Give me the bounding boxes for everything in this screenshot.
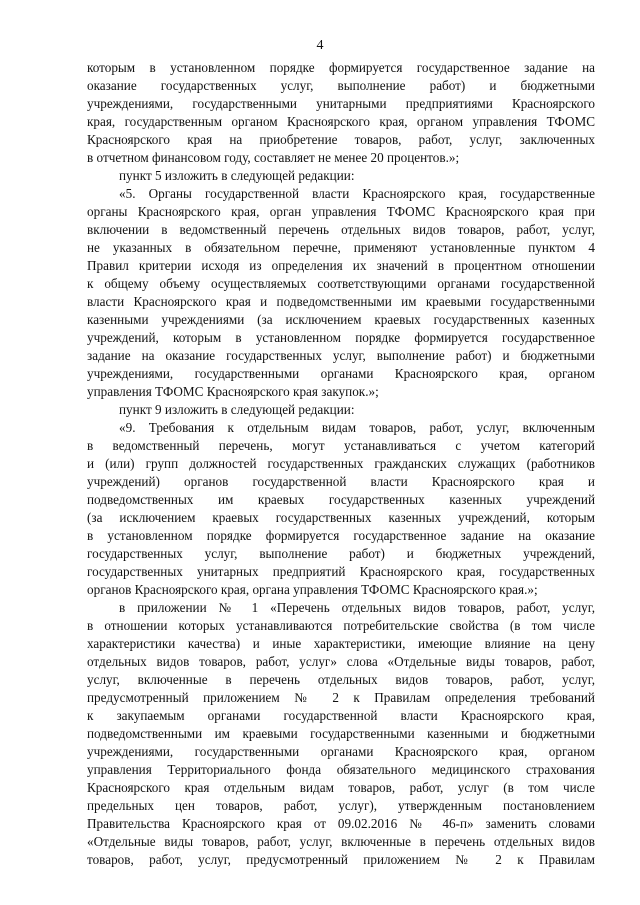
- text-line: органы Красноярского края, орган управления ТФОМС Красноярского края при: [87, 204, 595, 219]
- text-line: услуг, включенные в перечень отдельных видов товаров, работ, услуг,: [87, 672, 595, 687]
- text-line: Правительства Красноярского края от 09.02.2016 № 46-п» заменить словами: [87, 816, 595, 831]
- text-line: учреждений) органов государственной власти Красноярского края и: [87, 474, 595, 489]
- text-line: казенными учреждениями (за исключением краевых государственных казенных: [87, 312, 595, 327]
- text-line: учреждениями, государственными органами Красноярского края, органом: [87, 366, 595, 381]
- text-line: пункт 9 изложить в следующей редакции:: [119, 402, 355, 417]
- document-body: [87, 59, 595, 869]
- text-line: государственных унитарных предприятий Красноярского края, государственных: [87, 564, 595, 579]
- text-line: государственных услуг, выполнение работ) и бюджетных учреждений,: [87, 546, 595, 561]
- text-line: подведомственными им краевыми государственными казенными и бюджетными: [87, 726, 595, 741]
- text-line: органов Красноярского края, органа управления ТФОМС Красноярского края.»;: [87, 582, 538, 597]
- text-line: отдельных видов товаров, работ, услуг» слова «Отдельные виды товаров, работ,: [87, 654, 595, 669]
- text-line: власти Красноярского края и подведомственными им краевыми государственными: [87, 294, 595, 309]
- text-line: в отношении которых устанавливаются потребительские свойства (в том числе: [87, 618, 595, 633]
- text-line: в установленном порядке формируется государственное задание на оказание: [87, 528, 595, 543]
- text-line: характеристики качества) и иные характеристики, имеющие влияние на цену: [87, 636, 595, 651]
- text-line: «9. Требования к отдельным видам товаров, работ, услуг, включенным: [119, 420, 595, 435]
- text-line: в отчетном финансовом году, составляет не менее 20 процентов.»;: [87, 150, 460, 165]
- text-line: Правил критерии исходя из определения их значений в процентном отношении: [87, 258, 595, 273]
- text-line: к общему объему осуществляемых соответствующими органами государственной: [87, 276, 595, 291]
- text-line: пункт 5 изложить в следующей редакции:: [119, 168, 355, 183]
- text-line: (за исключением краевых государственных казенных учреждений, которым: [87, 510, 595, 525]
- text-line: «Отдельные виды товаров, работ, услуг, включенные в перечень отдельных видов: [87, 834, 595, 849]
- text-line: в ведомственный перечень, могут устанавливаться с учетом категорий: [87, 438, 595, 453]
- text-line: товаров, работ, услуг, предусмотренный приложением № 2 к Правилам: [87, 852, 595, 867]
- text-line: и (или) групп должностей государственных гражданских служащих (работников: [87, 456, 595, 471]
- text-line: к закупаемым органами государственной власти Красноярского края,: [87, 708, 595, 723]
- page-number: 4: [316, 38, 324, 53]
- text-line: Красноярского края на приобретение товаров, работ, услуг, заключенных: [87, 132, 595, 147]
- text-line: «5. Органы государственной власти Красноярского края, государственные: [119, 186, 595, 201]
- text-line: учреждениями, государственными унитарными предприятиями Красноярского: [87, 96, 595, 111]
- text-line: предусмотренный приложением № 2 к Правилам определения требований: [87, 690, 595, 705]
- text-line: задание на оказание государственных услуг, выполнение работ) и бюджетными: [87, 348, 595, 363]
- text-line: включении в ведомственный перечень отдельных видов товаров, работ, услуг,: [87, 222, 595, 237]
- text-line: учреждений, которым в установленном порядке формируется государственное: [87, 330, 595, 345]
- text-line: учреждениями, государственными органами Красноярского края, органом: [87, 744, 595, 759]
- text-line: Красноярского края отдельным видам товаров, работ, услуг (в том числе: [87, 780, 595, 795]
- text-line: предельных цен товаров, работ, услуг), утвержденным постановлением: [87, 798, 595, 813]
- text-line: управления Территориального фонда обязательного медицинского страхования: [87, 762, 595, 777]
- text-line: оказание государственных услуг, выполнение работ) и бюджетными: [87, 78, 595, 93]
- text-line: не указанных в обязательном перечне, применяют установленные пунктом 4: [87, 240, 595, 255]
- text-line: управления ТФОМС Красноярского края закупок.»;: [87, 384, 379, 399]
- text-line: которым в установленном порядке формируется государственное задание на: [87, 60, 595, 75]
- text-line: в приложении № 1 «Перечень отдельных видов товаров, работ, услуг,: [119, 600, 595, 615]
- text-line: подведомственных им краевых государственных казенных учреждений: [87, 492, 595, 507]
- text-line: края, государственным органом Красноярского края, органом управления ТФОМС: [87, 114, 595, 129]
